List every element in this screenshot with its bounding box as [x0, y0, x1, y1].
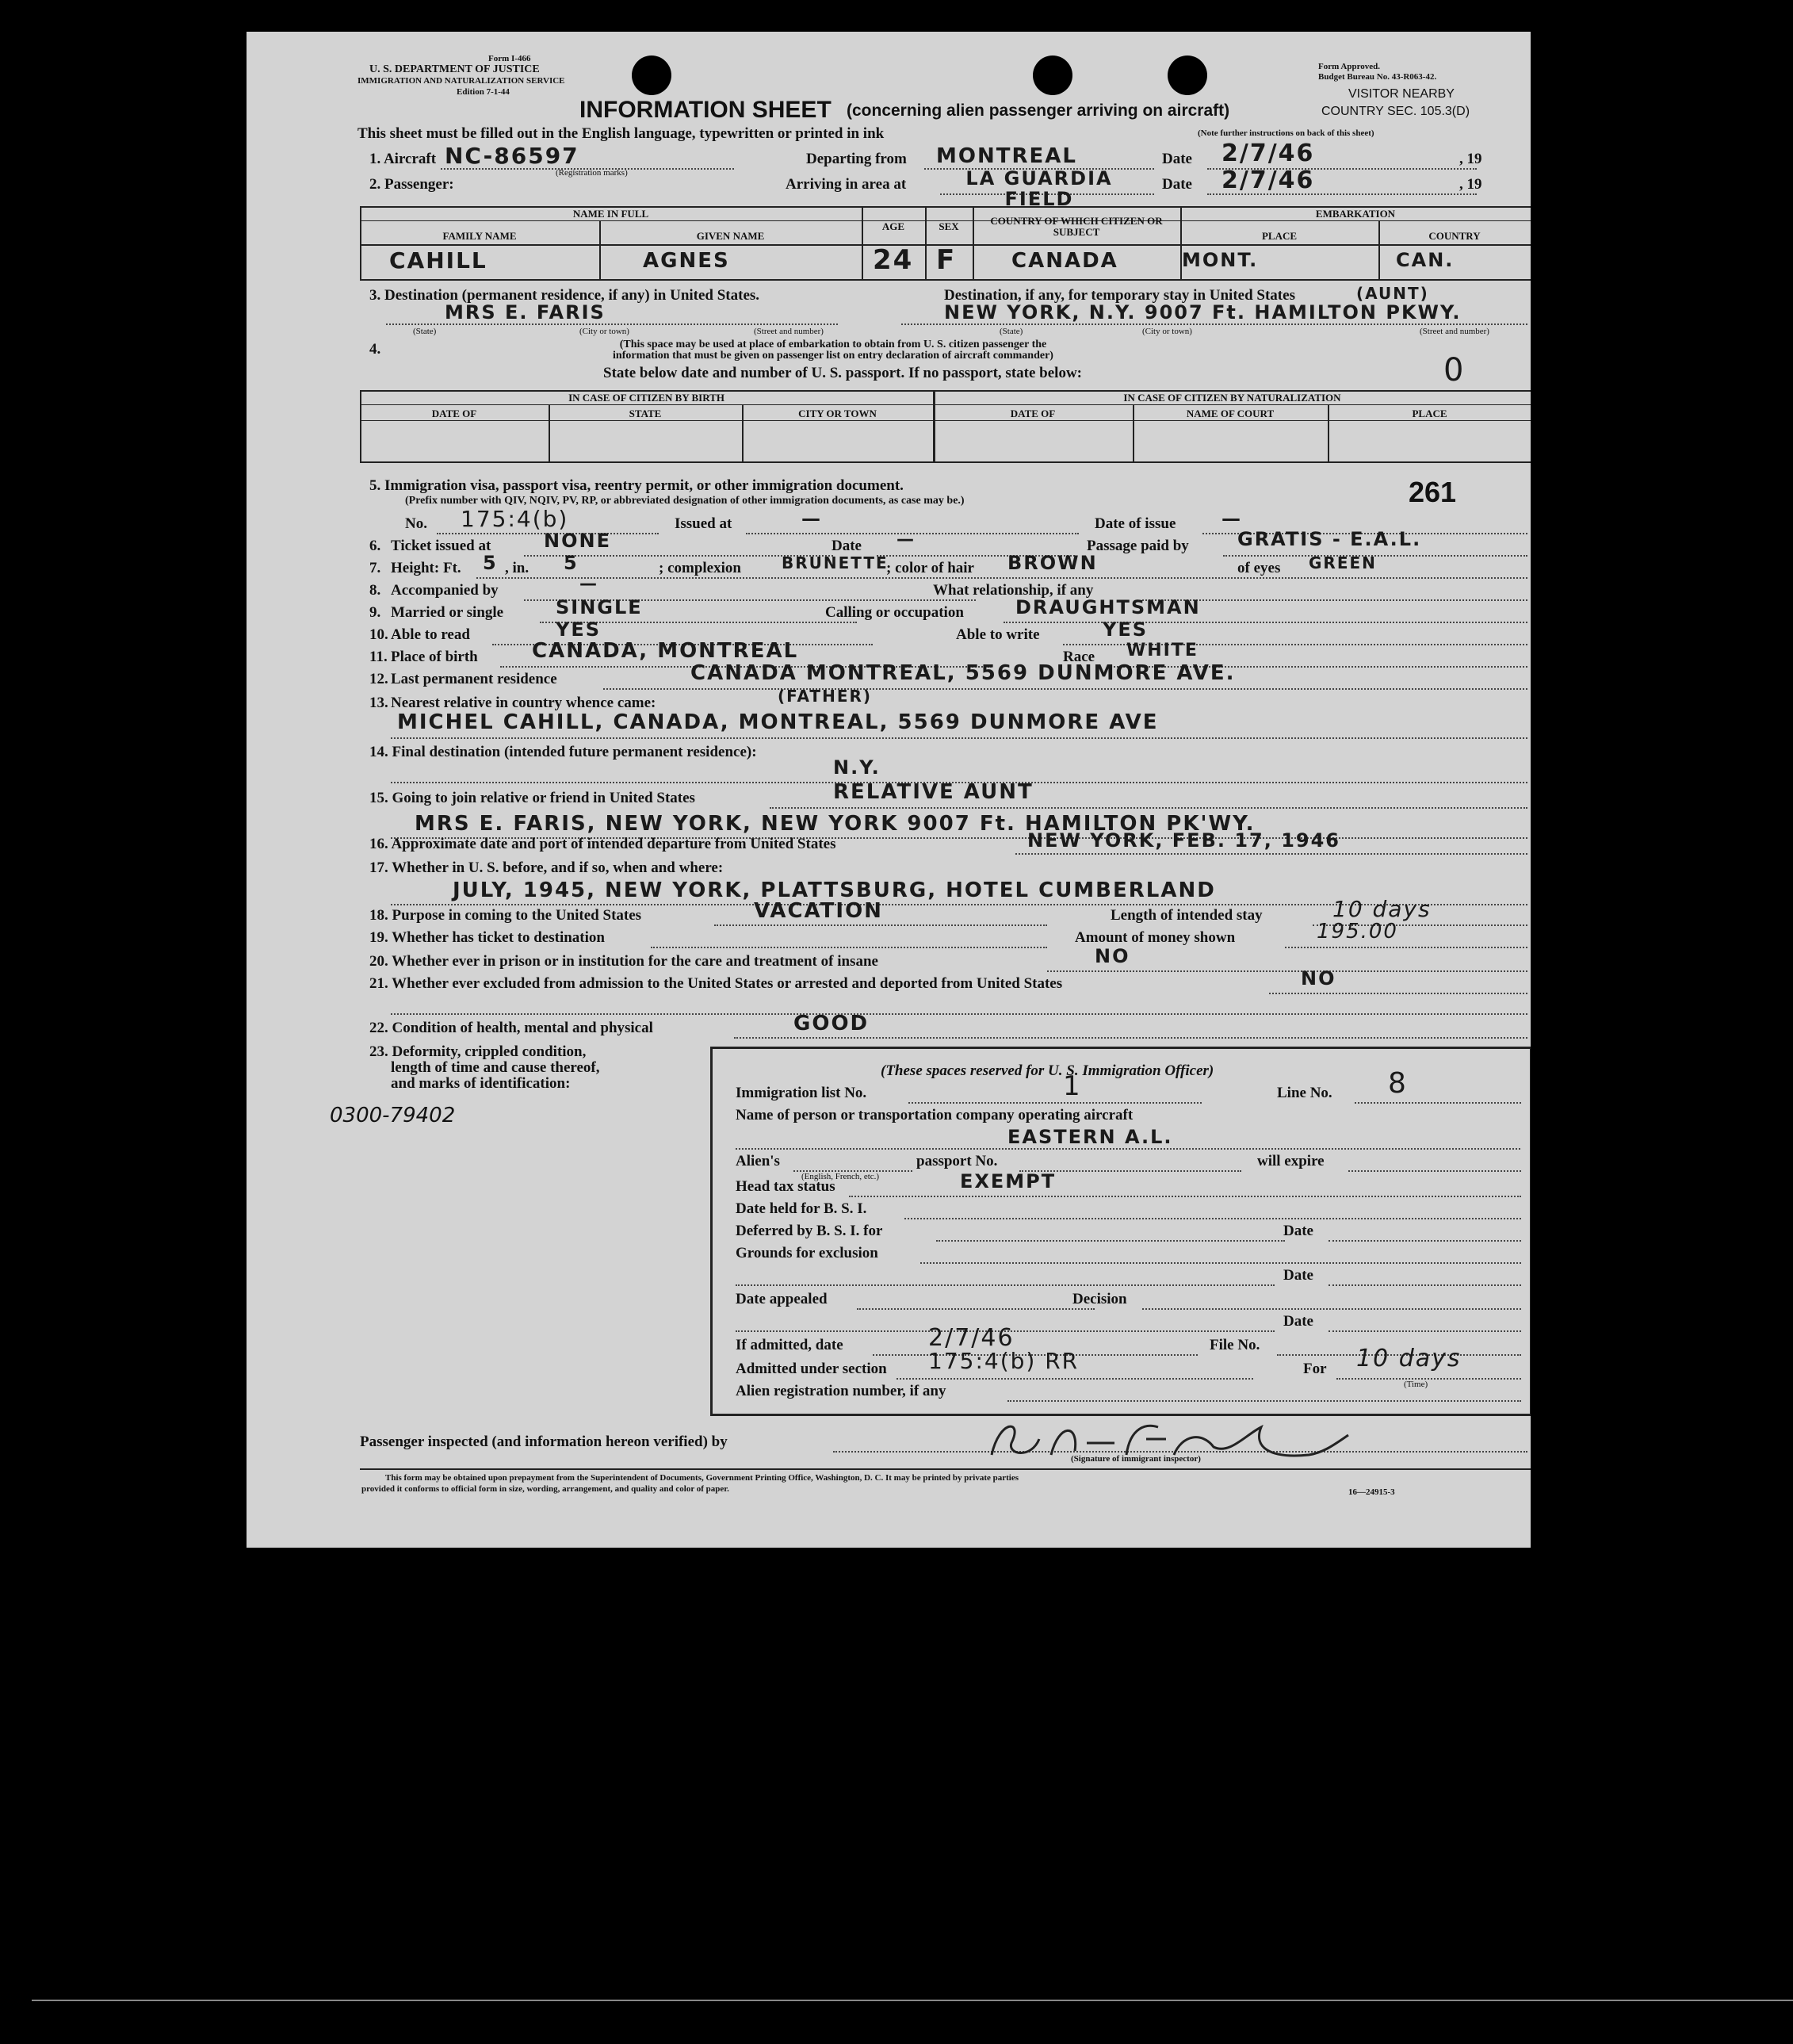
street-caption: (Street and number) — [1420, 327, 1489, 336]
date2-label: Date — [1162, 176, 1192, 193]
stamp-number: 261 — [1409, 476, 1457, 508]
punch-hole — [1033, 56, 1072, 95]
join-value-2: MRS E. FARIS, NEW YORK, NEW YORK 9007 Ft. HAMILTON PK'WY. — [415, 812, 1256, 836]
eyes-label: of eyes — [1237, 560, 1281, 576]
for-label: For — [1303, 1361, 1327, 1377]
appealed-label: Date appealed — [736, 1291, 828, 1307]
th-citizen-birth: IN CASE OF CITIZEN BY BIRTH — [568, 392, 724, 404]
residence-label: Last permanent residence — [391, 671, 557, 687]
departing-label: Departing from — [806, 151, 907, 167]
write-value: YES — [1103, 618, 1149, 641]
occupation-value: DRAUGHTSMAN — [1015, 596, 1201, 618]
married-value: SINGLE — [556, 596, 643, 618]
form-subtitle: (concerning alien passenger arriving on aircraft) — [847, 101, 1230, 120]
scan-edge-line — [32, 2000, 1793, 2001]
residence-value: CANADA MONTREAL, 5569 DUNMORE AVE. — [690, 661, 1236, 685]
note: (Note further instructions on back of this sheet) — [1198, 128, 1374, 138]
health-value: GOOD — [793, 1012, 870, 1035]
th-embarkation: EMBARKATION — [1315, 208, 1396, 220]
us-before-label: 17. Whether in U. S. before, and if so, when and where: — [369, 859, 724, 876]
instruction: This sheet must be filled out in the English language, typewritten or printed in ink — [357, 125, 885, 142]
ticket-value: NONE — [544, 530, 611, 552]
company-label: Name of person or transportation company operating aircraft — [736, 1107, 1134, 1123]
row-number: 8. — [369, 582, 381, 599]
row-number: 11. — [369, 649, 388, 665]
expire-label: will expire — [1257, 1153, 1325, 1169]
money-label: Amount of money shown — [1075, 929, 1236, 946]
th-country-citizen: COUNTRY OF WHICH CITIZEN OR SUBJECT — [990, 215, 1163, 238]
row-number: 9. — [369, 604, 381, 621]
deformity-label-2: length of time and cause thereof, — [391, 1059, 600, 1076]
race-value: WHITE — [1126, 641, 1199, 660]
issued-at-label: Issued at — [675, 515, 732, 532]
section-label: Admitted under section — [736, 1361, 887, 1377]
line4-note: (This space may be used at place of embarkation to obtain from U. S. citizen passenger the information that must be given on passenger list on entry declaration of aircraft commander) — [613, 339, 1053, 362]
accompanied-label: Accompanied by — [391, 582, 499, 599]
aircraft-label: 1. Aircraft — [369, 151, 437, 167]
stay-value: 10 days — [1332, 896, 1432, 922]
issued-at-value: — — [801, 507, 822, 530]
family-name-value: CAHILL — [389, 247, 487, 274]
departing-value: MONTREAL — [936, 144, 1077, 168]
deformity-label-1: 23. Deformity, crippled condition, — [369, 1043, 587, 1060]
th-sex: SEX — [939, 220, 959, 232]
th-state: STATE — [629, 408, 662, 419]
th-citizen-naturalization: IN CASE OF CITIZEN BY NATURALIZATION — [1123, 392, 1341, 404]
verified-label: Passenger inspected (and information hereon verified) by — [360, 1433, 728, 1450]
registration-label: Alien registration number, if any — [736, 1383, 946, 1399]
th-court: NAME OF COURT — [1186, 408, 1275, 419]
admitted-value: 2/7/46 — [928, 1324, 1015, 1352]
document-sheet — [247, 32, 1531, 1548]
deferred-label: Deferred by B. S. I. for — [736, 1223, 883, 1239]
form-title: INFORMATION SHEET — [579, 97, 832, 123]
row-number: 10. — [369, 626, 388, 643]
company-value: EASTERN A.L. — [1007, 1126, 1173, 1148]
date2-value: 2/7/46 — [1221, 167, 1315, 194]
th-date-of: DATE OF — [1010, 408, 1056, 419]
ticket-date-value: — — [896, 530, 916, 549]
excluded-label: 21. Whether ever excluded from admission to the United States or arrested and deported from United States — [369, 975, 1063, 992]
state-caption: (State) — [413, 327, 437, 336]
line-no-value: 8 — [1388, 1067, 1408, 1100]
arriving-label: Arriving in area at — [786, 176, 907, 193]
date1-value: 2/7/46 — [1221, 140, 1315, 167]
purpose-label: 18. Purpose in coming to the United States — [369, 907, 642, 924]
hair-label: ; color of hair — [886, 560, 974, 576]
arriving-value: LA GUARDIA FIELD — [965, 167, 1113, 210]
date1-label: Date — [1162, 151, 1192, 167]
year-label: , 19 — [1459, 151, 1482, 167]
time-caption: (Time) — [1404, 1380, 1428, 1389]
ticket-destination-label: 19. Whether has ticket to destination — [369, 929, 605, 946]
department: U. S. DEPARTMENT OF JUSTICE — [369, 63, 540, 75]
alien-label: Alien's — [736, 1153, 780, 1169]
margin-note: 0300-79402 — [330, 1104, 456, 1127]
birthplace-value: CANADA, MONTREAL — [532, 639, 799, 663]
service: IMMIGRATION AND NATURALIZATION SERVICE — [357, 76, 565, 86]
departure-label: 16. Approximate date and port of intended departure from United States — [369, 836, 836, 852]
hair-value: BROWN — [1007, 552, 1098, 574]
citizen-value: CANADA — [1011, 249, 1118, 273]
relative-note: (FATHER) — [778, 687, 873, 706]
officer-title: (These spaces reserved for U. S. Immigration Officer) — [881, 1062, 1214, 1079]
issue-date-value: — — [1221, 507, 1242, 530]
relative-value: MICHEL CAHILL, CANADA, MONTREAL, 5569 DUNMORE AVE — [397, 710, 1159, 734]
city-caption: (City or town) — [1142, 327, 1192, 336]
ticket-label: Ticket issued at — [391, 538, 491, 554]
temp-destination-value: NEW YORK, N.Y. 9007 Ft. HAMILTON PKWY. — [944, 301, 1462, 323]
height-ft-value: 5 — [483, 552, 498, 574]
line4-number: 4. — [369, 341, 381, 358]
form-number: Form I-466 — [488, 54, 531, 63]
write-label: Able to write — [956, 626, 1040, 643]
aunt-note: (AUNT) — [1356, 284, 1429, 303]
th-name-in-full: NAME IN FULL — [572, 208, 649, 220]
grounds-date-label: Date — [1283, 1267, 1313, 1284]
row-number: 12. — [369, 671, 388, 687]
height-in-value: 5 — [564, 552, 579, 574]
read-value: YES — [556, 618, 602, 641]
eyes-value: GREEN — [1309, 553, 1377, 572]
th-embark-country: COUNTRY — [1428, 230, 1481, 242]
th-place: PLACE — [1412, 408, 1447, 419]
printing-note-2: provided it conforms to official form in size, wording, arrangement, and quality and color of paper. — [361, 1484, 729, 1494]
passport-value: 0 — [1443, 352, 1466, 389]
section-value: 175:4(b) RR — [928, 1348, 1080, 1374]
form-code: 16—24915-3 — [1348, 1487, 1395, 1497]
given-name-value: AGNES — [643, 249, 730, 273]
th-given-name: GIVEN NAME — [696, 230, 765, 242]
decision-label: Decision — [1072, 1291, 1127, 1307]
form-approved: Form Approved. — [1318, 62, 1381, 71]
punch-hole — [1168, 56, 1207, 95]
birthplace-label: Place of birth — [391, 649, 478, 665]
age-value: 24 — [873, 244, 914, 276]
list-no-label: Immigration list No. — [736, 1085, 867, 1101]
decision-date-label: Date — [1283, 1313, 1313, 1330]
prison-label: 20. Whether ever in prison or in institution for the care and treatment of insane — [369, 953, 878, 970]
year-label: , 19 — [1459, 176, 1482, 193]
race-label: Race — [1063, 649, 1095, 665]
printing-note-1: This form may be obtained upon prepayment from the Superintendent of Documents, Government Printing Office, Washington, D. C. It may be printed by private parties — [385, 1473, 1019, 1483]
aircraft-value: NC-86597 — [445, 143, 579, 169]
language-caption: (English, French, etc.) — [801, 1172, 880, 1181]
line5-sub: (Prefix number with QIV, NQIV, PV, RP, or abbreviated designation of other immigration documents, as case may be.) — [405, 495, 965, 507]
final-destination-value: N.Y. — [833, 756, 881, 779]
th-age: AGE — [881, 220, 905, 232]
temp-destination-label: Destination, if any, for temporary stay in United States — [944, 287, 1295, 304]
state-caption: (State) — [1000, 327, 1023, 336]
admitted-label: If admitted, date — [736, 1337, 843, 1353]
deferred-date-label: Date — [1283, 1223, 1313, 1239]
grounds-label: Grounds for exclusion — [736, 1245, 878, 1261]
stay-label: Length of intended stay — [1111, 907, 1263, 924]
married-label: Married or single — [391, 604, 504, 621]
th-place: PLACE — [1261, 230, 1298, 242]
height-in-label: , in. — [505, 560, 529, 576]
stamp-visitor: VISITOR NEARBY — [1348, 87, 1455, 101]
row-number: 13. — [369, 695, 388, 711]
embark-place-value: MONT. — [1182, 249, 1259, 271]
held-label: Date held for B. S. I. — [736, 1200, 867, 1217]
accompanied-value: — — [579, 574, 598, 594]
stamp-country: COUNTRY SEC. 105.3(D) — [1321, 105, 1470, 118]
punch-hole — [632, 56, 671, 95]
complexion-value: BRUNETTE — [782, 553, 889, 572]
head-tax-label: Head tax status — [736, 1178, 835, 1195]
relative-label: Nearest relative in country whence came: — [391, 695, 656, 711]
edition: Edition 7-1-44 — [457, 87, 510, 97]
sex-value: F — [936, 244, 957, 276]
for-value: 10 days — [1356, 1345, 1462, 1372]
row-number: 7. — [369, 560, 381, 576]
reg-marks-caption: (Registration marks) — [556, 168, 628, 178]
file-no-label: File No. — [1210, 1337, 1260, 1353]
passport-no-label: passport No. — [916, 1153, 998, 1169]
destination-label: 3. Destination (permanent residence, if any) in United States. — [369, 287, 760, 304]
passenger-label: 2. Passenger: — [369, 176, 454, 193]
relationship-label: What relationship, if any — [933, 582, 1094, 599]
head-tax-value: EXEMPT — [960, 1170, 1057, 1192]
doc-no-value: 175:4(b) — [461, 506, 569, 532]
line5-label: 5. Immigration visa, passport visa, reentry permit, or other immigration document. — [369, 477, 904, 494]
permanent-destination-value: MRS E. FARIS — [445, 301, 606, 323]
ticket-date-label: Date — [832, 538, 862, 554]
purpose-value: VACATION — [754, 899, 883, 923]
occupation-label: Calling or occupation — [825, 604, 964, 621]
final-destination-label: 14. Final destination (intended future permanent residence): — [369, 744, 757, 760]
join-label: 15. Going to join relative or friend in United States — [369, 790, 695, 806]
th-city: CITY OR TOWN — [798, 408, 877, 419]
health-label: 22. Condition of health, mental and physical — [369, 1020, 653, 1036]
excluded-value: NO — [1301, 967, 1336, 989]
departure-value: NEW YORK, FEB. 17, 1946 — [1027, 829, 1341, 852]
height-ft-label: Height: Ft. — [391, 560, 461, 576]
street-caption: (Street and number) — [754, 327, 824, 336]
join-value: RELATIVE AUNT — [833, 780, 1034, 804]
list-no-value: 1 — [1063, 1070, 1082, 1102]
embark-country-value: CAN. — [1396, 249, 1455, 271]
issue-date-label: Date of issue — [1095, 515, 1176, 532]
th-family-name: FAMILY NAME — [442, 230, 517, 242]
city-caption: (City or town) — [579, 327, 629, 336]
passage-value: GRATIS - E.A.L. — [1237, 528, 1422, 550]
complexion-label: ; complexion — [659, 560, 741, 576]
row-number: 6. — [369, 538, 381, 554]
deformity-label-3: and marks of identification: — [391, 1075, 571, 1092]
budget-number: Budget Bureau No. 43-R063-42. — [1318, 72, 1437, 82]
read-label: Able to read — [391, 626, 470, 643]
us-before-value: JULY, 1945, NEW YORK, PLATTSBURG, HOTEL CUMBERLAND — [453, 878, 1216, 902]
doc-no-label: No. — [405, 515, 427, 532]
passport-label: State below date and number of U. S. passport. If no passport, state below: — [603, 365, 1082, 381]
money-value: 195.00 — [1317, 920, 1398, 944]
th-date-of: DATE OF — [431, 408, 477, 419]
signature-caption: (Signature of immigrant inspector) — [1071, 1454, 1201, 1464]
passage-label: Passage paid by — [1087, 538, 1189, 554]
prison-value: NO — [1095, 945, 1130, 967]
line-no-label: Line No. — [1277, 1085, 1332, 1101]
